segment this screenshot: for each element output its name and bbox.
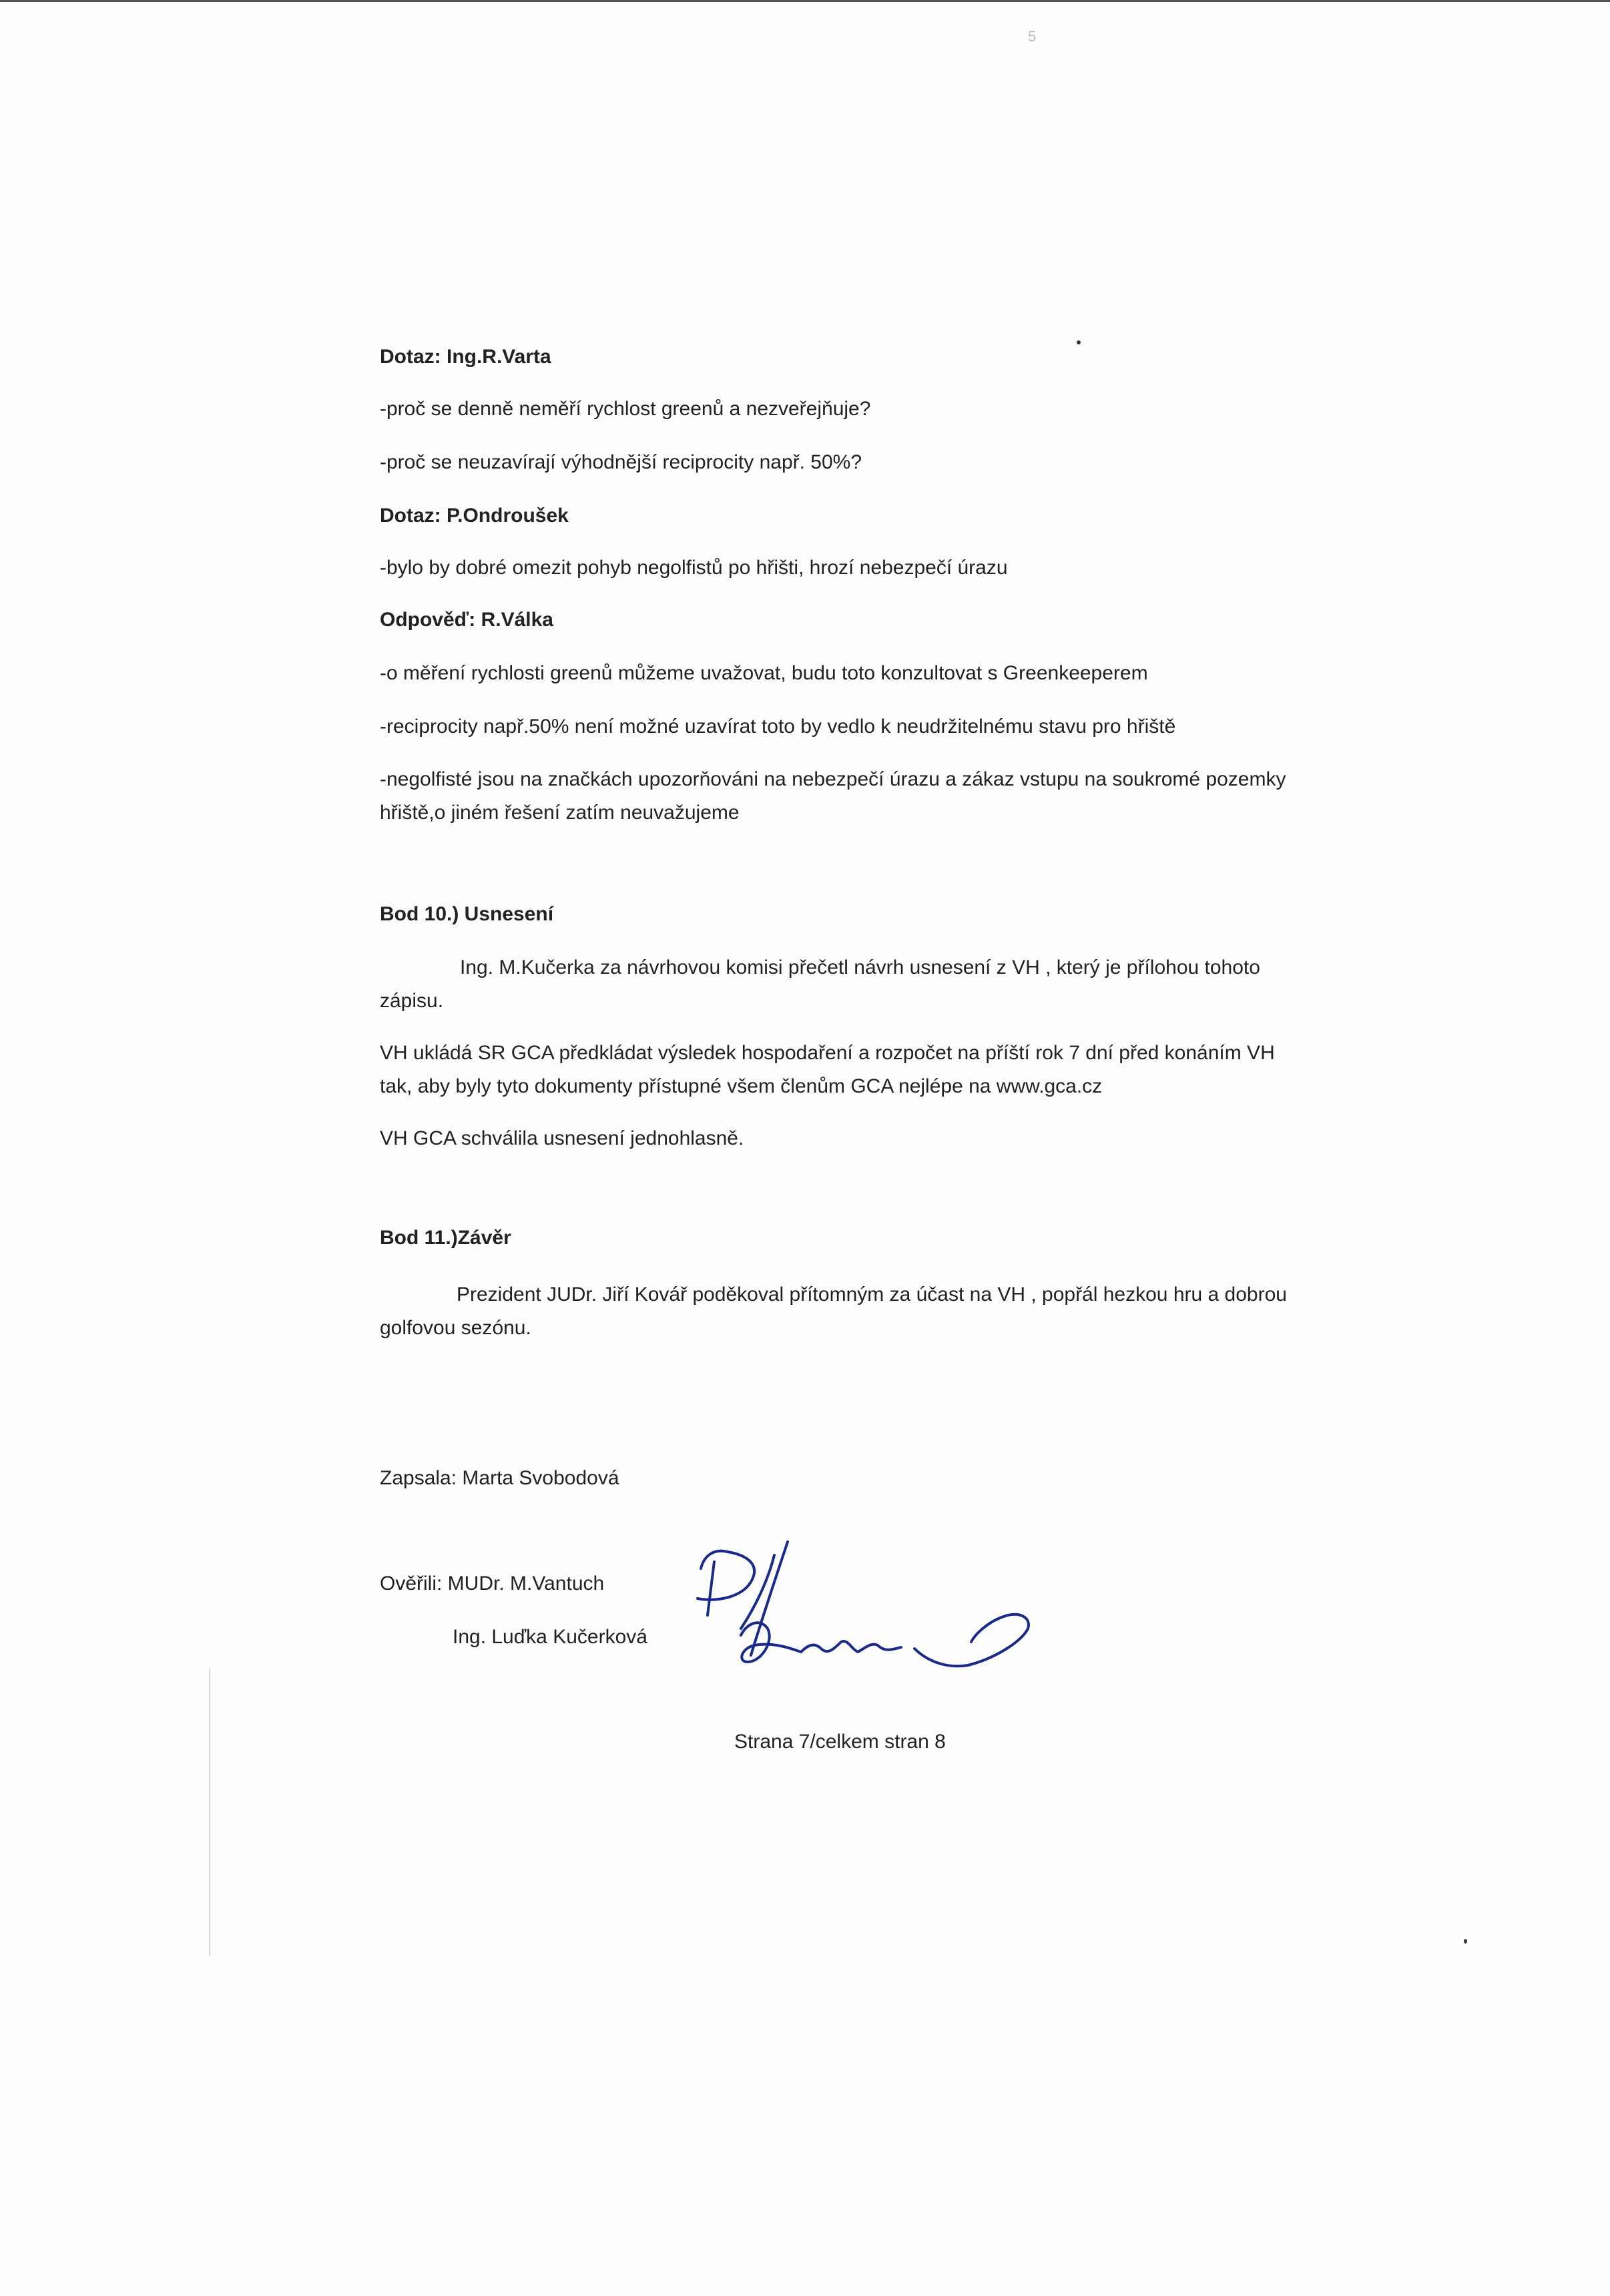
bod10-line: tak, aby byly tyto dokumenty přístupné všem členům GCA nejlépe na www.gca.cz: [380, 1075, 1103, 1097]
scan-margin-line: [209, 1669, 210, 1956]
answer-line: hřiště,o jiném řešení zatím neuvažujeme: [380, 802, 740, 824]
bod10-heading: Bod 10.) Usnesení: [380, 903, 554, 925]
bod10-line: VH ukládá SR GCA předkládat výsledek hospodaření a rozpočet na příští rok 7 dní před konáním VH: [380, 1042, 1275, 1064]
page-footer: Strana 7/celkem stran 8: [734, 1731, 946, 1753]
bod11-line: golfovou sezónu.: [380, 1317, 531, 1339]
verified-by-1: Ověřili: MUDr. M.Vantuch: [380, 1572, 605, 1595]
bod10-line: Ing. M.Kučerka za návrhovou komisi přečetl návrh usnesení z VH , který je přílohou tohoto: [460, 956, 1260, 978]
q1-line: -proč se denně neměří rychlost greenů a nezveřejňuje?: [380, 398, 871, 420]
recorded-by: Zapsala: Marta Svobodová: [380, 1467, 619, 1489]
answer-line: -o měření rychlosti greenů můžeme uvažovat, budu toto konzultovat s Greenkeeperem: [380, 662, 1148, 684]
answer-line: -negolfisté jsou na značkách upozorňováni na nebezpečí úrazu a zákaz vstupu na soukromé pozemky: [380, 768, 1286, 790]
answer-line: -reciprocity např.50% není možné uzavírat toto by vedlo k neudržitelnému stavu pro hřiště: [380, 715, 1176, 738]
bod11-heading: Bod 11.)Závěr: [380, 1227, 511, 1249]
scan-speck: [1077, 340, 1081, 344]
q1-line: -proč se neuzavírají výhodnější reciprocity např. 50%?: [380, 451, 862, 473]
bod10-line: VH GCA schválila usnesení jednohlasně.: [380, 1127, 744, 1149]
verified-by-2: Ing. Luďka Kučerková: [453, 1626, 647, 1648]
q1-heading: Dotaz: Ing.R.Varta: [380, 346, 551, 368]
q2-heading: Dotaz: P.Ondroušek: [380, 505, 569, 527]
answer-heading: Odpověď: R.Válka: [380, 609, 553, 631]
scan-speck: [1464, 1939, 1467, 1944]
page-mark: 5: [1028, 28, 1037, 45]
signature: [674, 1535, 1048, 1695]
q2-line: -bylo by dobré omezit pohyb negolfistů po hřišti, hrozí nebezpečí úrazu: [380, 557, 1008, 579]
bod11-line: Prezident JUDr. Jiří Kovář poděkoval přítomným za účast na VH , popřál hezkou hru a dobrou: [457, 1283, 1287, 1306]
bod10-line: zápisu.: [380, 990, 444, 1012]
scan-top-edge: [0, 0, 1610, 2]
